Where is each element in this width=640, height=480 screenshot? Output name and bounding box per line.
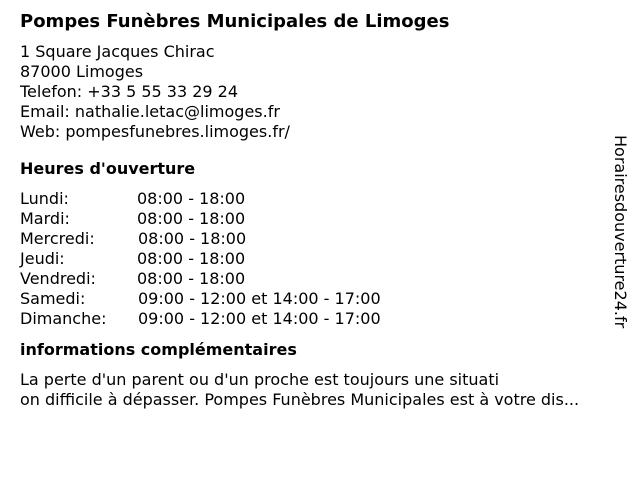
hours-value: 09:00 - 12:00 et 14:00 - 17:00 (138, 289, 381, 308)
opening-hours-heading: Heures d'ouverture (20, 159, 196, 178)
hours-row-jeudi (20, 249, 615, 269)
hours-row-samedi (20, 289, 615, 309)
postal-city: 87000 Limoges (20, 62, 144, 81)
day-label: Jeudi: (20, 249, 65, 268)
site-watermark (611, 135, 631, 345)
info-line: La perte d'un parent ou d'un proche est toujours une situati (20, 370, 500, 389)
hours-value: 09:00 - 12:00 et 14:00 - 17:00 (138, 309, 381, 328)
opening-hours-list (20, 189, 615, 329)
hours-value: 08:00 - 18:00 (138, 229, 247, 248)
info-line: on difficile à dépasser. Pompes Funèbres Municipales est à votre dis... (20, 390, 580, 409)
day-label: Mardi: (20, 209, 70, 228)
phone-line: Telefon: +33 5 55 33 29 24 (20, 82, 239, 101)
website-line: Web: pompesfunebres.limoges.fr/ (20, 122, 290, 141)
hours-row-mardi (20, 209, 615, 229)
hours-value: 08:00 - 18:00 (137, 249, 246, 268)
business-name: Pompes Funèbres Municipales de Limoges (20, 11, 450, 32)
street-address: 1 Square Jacques Chirac (20, 42, 215, 61)
additional-info-text (20, 370, 615, 410)
hours-row-mercredi (20, 229, 615, 249)
hours-row-lundi (20, 189, 615, 209)
day-label: Mercredi: (20, 229, 95, 248)
email-line: Email: nathalie.letac@limoges.fr (20, 102, 280, 121)
day-label: Samedi: (20, 289, 86, 308)
day-label: Lundi: (20, 189, 69, 208)
business-card (20, 10, 615, 410)
day-label: Vendredi: (20, 269, 96, 288)
hours-row-vendredi (20, 269, 615, 289)
hours-value: 08:00 - 18:00 (137, 209, 246, 228)
hours-row-dimanche (20, 309, 615, 329)
address-block (20, 42, 615, 142)
day-label: Dimanche: (20, 309, 107, 328)
hours-value: 08:00 - 18:00 (137, 269, 246, 288)
hours-value: 08:00 - 18:00 (137, 189, 246, 208)
additional-info-heading: informations complémentaires (20, 340, 297, 359)
watermark-text: Horairesdouverture24.fr (611, 135, 630, 329)
